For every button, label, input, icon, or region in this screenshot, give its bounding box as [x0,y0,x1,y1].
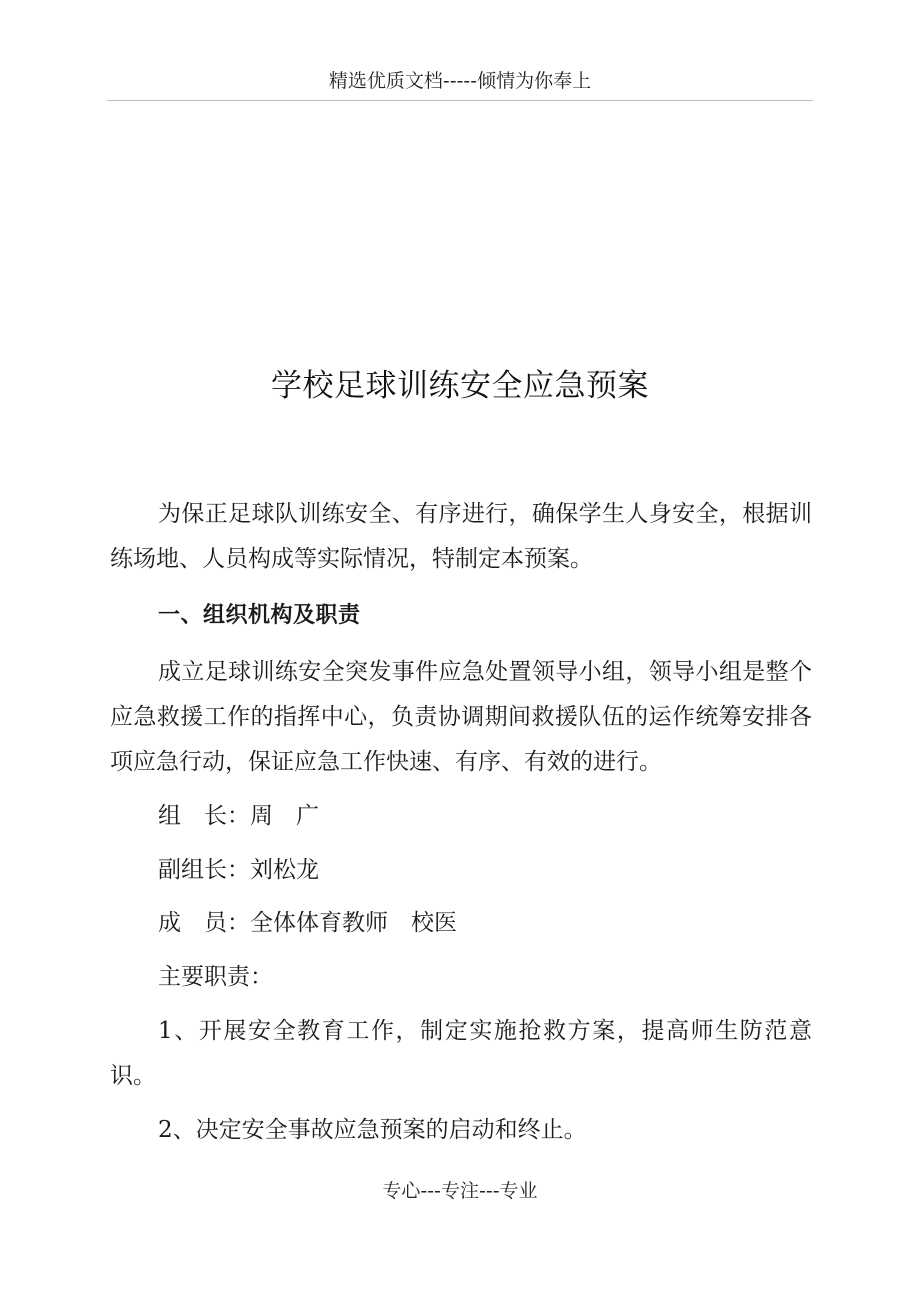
section-heading-organization: 一、组织机构及职责 [158,603,361,628]
organization-paragraph: 成立足球训练安全突发事件应急处置领导小组，领导小组是整个应急救援工作的指挥中心，负责协调期间救援队伍的运作统筹安排各项应急行动，保证应急工作快速、有序、有效的进行。 [110,659,812,775]
duty-item: 1、开展安全教育工作，制定实施抢救方案，提高师生防范意识。 [110,1018,812,1089]
intro-paragraph: 为保正足球队训练安全、有序进行，确保学生人身安全，根据训练场地、人员构成等实际情况，特制定本预案。 [110,501,812,572]
deputy-leader-line: 副组长：刘松龙 [158,857,319,883]
document-title: 学校足球训练安全应急预案 [271,368,649,404]
page-footer: 专心---专注---专业 [382,1180,538,1202]
page-header: 精选优质文档-----倾情为你奉上 [328,70,592,92]
document-body [110,492,812,1153]
header-divider [107,100,813,101]
leader-line: 组 长：周 广 [158,803,319,829]
members-line: 成 员：全体体育教师 校医 [158,910,457,936]
duty-item: 2、决定安全事故应急预案的启动和终止。 [158,1117,587,1143]
duties-label: 主要职责： [158,964,273,990]
